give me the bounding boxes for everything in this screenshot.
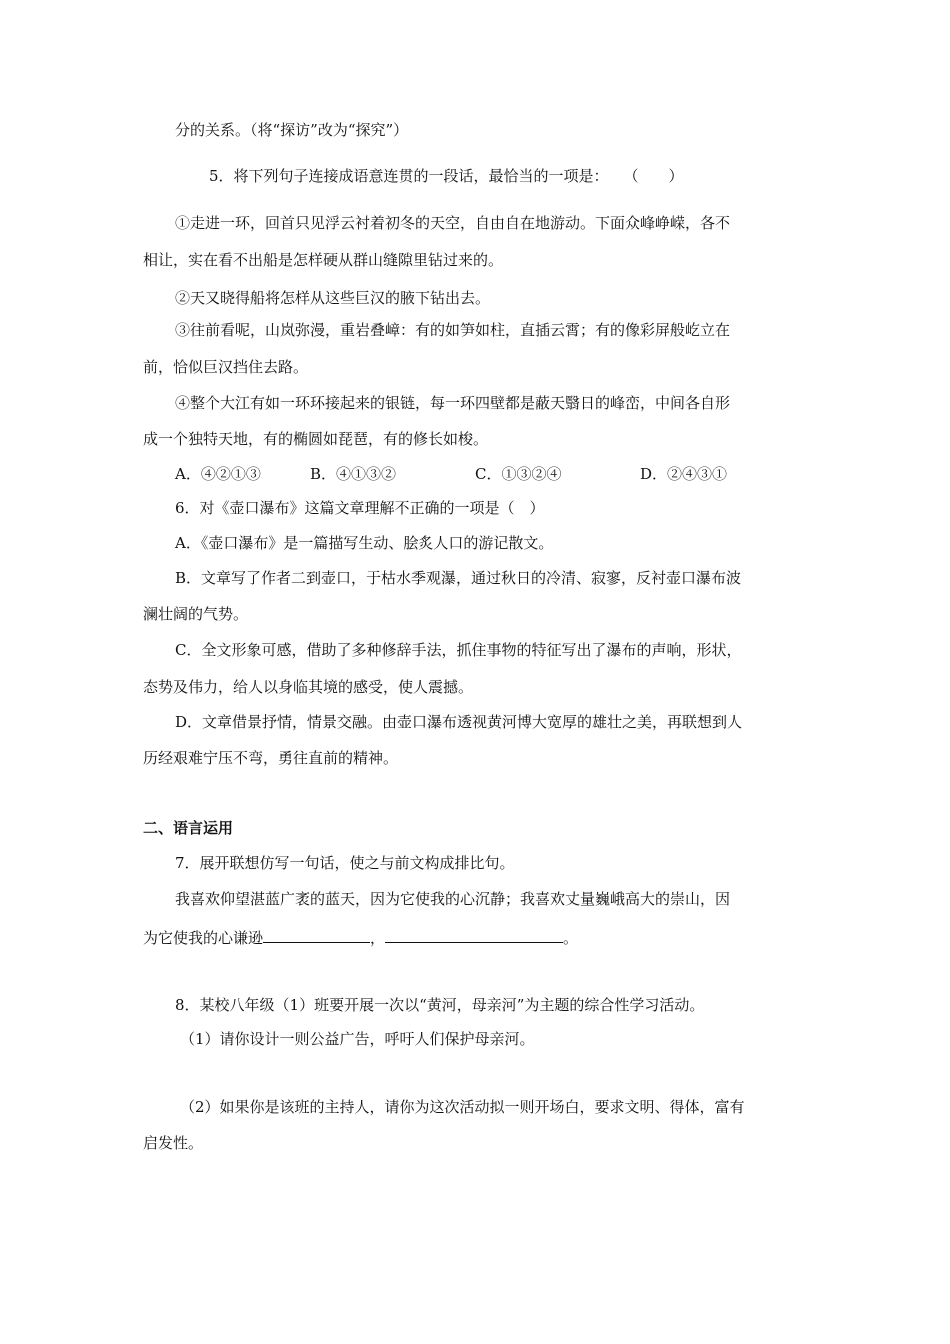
- sentence-3-line-1: ③往前看呢，山岚弥漫，重岩叠嶂：有的如笋如柱，直插云霄；有的像彩屏般屹立在: [175, 321, 731, 339]
- answer-blank-1[interactable]: [263, 926, 370, 943]
- question-6-option-d-line-2: 历经艰难宁压不弯，勇往直前的精神。: [143, 749, 399, 767]
- question-7-stem: 7．展开联想仿写一句话，使之与前文构成排比句。: [175, 854, 515, 872]
- continuation-line: 分的关系。（将“探访”改为“探究”）: [175, 121, 409, 139]
- sentence-4-line-2: 成一个独特天地，有的椭圆如琵琶，有的修长如梭。: [143, 430, 489, 448]
- question-6-option-c-line-2: 态势及伟力，给人以身临其境的感受，使人震撼。: [143, 678, 474, 696]
- question-7-line-1: 我喜欢仰望湛蓝广袤的蓝天，因为它使我的心沉静；我喜欢丈量巍峨高大的崇山，因: [175, 890, 731, 908]
- question-6-option-b-line-1: B．文章写了作者二到壶口，于枯水季观瀑，通过秋日的冷清、寂寥，反衬壶口瀑布波: [175, 569, 742, 587]
- answer-blank-2[interactable]: [385, 926, 563, 943]
- option-d: D．②④③①: [640, 465, 728, 483]
- question-6-option-d-line-1: D．文章借景抒情，情景交融。由壶口瀑布透视黄河博大宽厚的雄壮之美，再联想到人: [175, 713, 743, 731]
- sentence-2: ②天又晓得船将怎样从这些巨汉的腋下钻出去。: [175, 289, 491, 307]
- question-8-part-1: （1）请你设计一则公益广告，呼吁人们保护母亲河。: [180, 1030, 535, 1048]
- sentence-3-line-2: 前，恰似巨汉挡住去路。: [143, 358, 309, 376]
- section-heading: 二、语言运用: [143, 819, 234, 837]
- question-6-option-b-line-2: 澜壮阔的气势。: [143, 605, 249, 623]
- comma: ，: [370, 929, 386, 947]
- question-7-prefix: 为它使我的心谦逊: [143, 929, 264, 947]
- question-6-option-c-line-1: C．全文形象可感，借助了多种修辞手法，抓住事物的特征写出了瀑布的声响，形状，: [175, 641, 742, 659]
- option-c: C．①③②④: [475, 465, 562, 483]
- period: 。: [563, 929, 579, 947]
- question-7-line-2: [143, 926, 578, 948]
- sentence-1-line-2: 相让，实在看不出船是怎样硬从群山缝隙里钻过来的。: [143, 251, 504, 269]
- option-b: B．④①③②: [310, 465, 397, 483]
- sentence-4-line-1: ④整个大江有如一环环接起来的银链，每一环四壁都是蔽天翳日的峰峦，中间各自形: [175, 394, 731, 412]
- question-8-part-2-line-1: （2）如果你是该班的主持人，请你为这次活动拟一则开场白，要求文明、得体，富有: [180, 1098, 745, 1116]
- question-6-stem: 6．对《壶口瀑布》这篇文章理解不正确的一项是（ ）: [175, 499, 545, 517]
- question-5-stem: 5．将下列句子连接成语意连贯的一段话，最恰当的一项是： （ ）: [209, 167, 684, 185]
- sentence-1-line-1: ①走进一环，回首只见浮云衬着初冬的天空，自由自在地游动。下面众峰峥嵘，各不: [175, 214, 731, 232]
- question-8-stem: 8．某校八年级（1）班要开展一次以“黄河，母亲河”为主题的综合性学习活动。: [175, 996, 705, 1014]
- option-a: A．④②①③: [175, 465, 261, 483]
- question-6-option-a: A．《壶口瀑布》是一篇描写生动、脍炙人口的游记散文。: [175, 534, 554, 552]
- question-8-part-2-line-2: 启发性。: [143, 1134, 204, 1152]
